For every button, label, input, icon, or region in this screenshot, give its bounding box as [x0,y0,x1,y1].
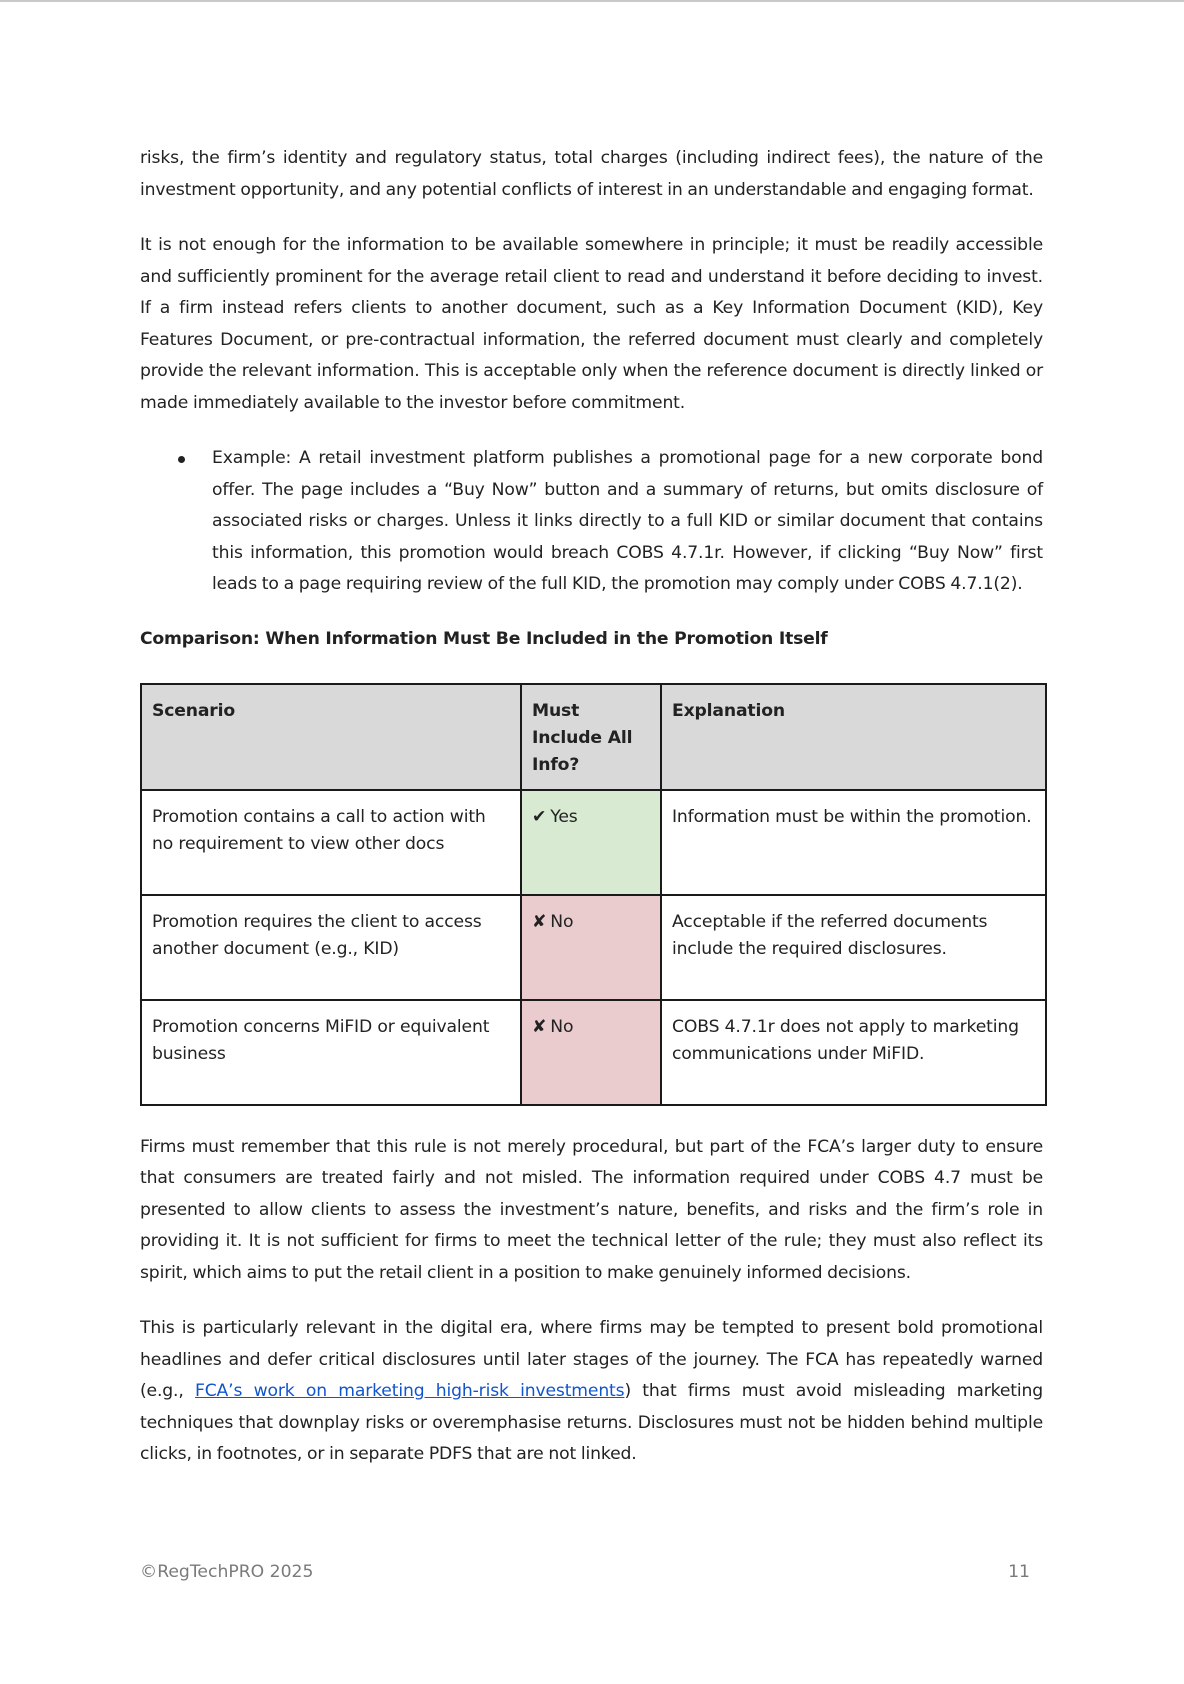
text-after-link: ) that firms must avoid misleading marketing techniques that downplay risks or overemphasise returns. Disclosures must not be hidden behind multiple clicks, in footnotes, or in separate PDFS that are not linked. [140,1381,1043,1464]
table-heading: Comparison: When Information Must Be Included in the Promotion Itself [140,628,828,649]
page-number: 11 [1008,1562,1030,1582]
page-content [140,143,1043,1471]
cell-scenario: Promotion concerns MiFID or equivalent business [141,1000,521,1105]
header-scenario: Scenario [141,684,521,790]
cross-icon: ✘ [532,911,547,932]
cell-value: No [550,1016,574,1037]
header-must-include: Must Include All Info? [521,684,661,790]
header-explanation: Explanation [661,684,1046,790]
table-header-row [141,684,1046,790]
fca-high-risk-link[interactable]: FCA’s work on marketing high-risk investments [194,1381,625,1401]
paragraph-digital-era [140,1313,1043,1471]
cell-scenario: Promotion requires the client to access another document (e.g., KID) [141,895,521,1000]
cell-explanation: COBS 4.7.1r does not apply to marketing communications under MiFID. [661,1000,1046,1105]
top-divider [0,0,1184,2]
table-row [141,895,1046,1000]
cell-scenario: Promotion contains a call to action with no requirement to view other docs [141,790,521,895]
cell-value: Yes [550,806,578,827]
example-list [140,443,1043,601]
paragraph-disclosure-list: risks, the firm’s identity and regulatory status, total charges (including indirect fees), the nature of the investment opportunity, and any potential conflicts of interest in an understandable and engaging format. [140,148,1043,200]
cell-must-include [521,1000,661,1105]
cross-icon: ✘ [532,1016,547,1037]
example-text: Example: A retail investment platform publishes a promotional page for a new corporate bond offer. The page includes a “Buy Now” button and a summary of returns, but omits disclosure of associated risks or charges. Unless it links directly to a full KID or similar document that contains this information, this promotion would breach COBS 4.7.1r. However, if clicking “Buy Now” first leads to a page requiring review of the full KID, the promotion may comply under COBS 4.7.1(2). [212,448,1043,594]
table-row [141,1000,1046,1105]
copyright-text: ©RegTechPRO 2025 [140,1562,314,1582]
list-item [140,443,1043,601]
bullet-icon [178,456,185,463]
paragraph-fca-duty: Firms must remember that this rule is not merely procedural, but part of the FCA’s larger duty to ensure that consumers are treated fairly and not misled. The information required under COBS 4.7 must be presented to allow clients to assess the investment’s nature, benefits, and risks and the firm’s role in providing it. It is not sufficient for firms to meet the technical letter of the rule; they must also reflect its spirit, which aims to put the retail client in a position to make genuinely informed decisions. [140,1136,1043,1283]
cell-explanation: Acceptable if the referred documents include the required disclosures. [661,895,1046,1000]
cell-value: No [550,911,574,932]
checkmark-icon: ✔ [532,806,547,827]
cell-must-include [521,895,661,1000]
cell-explanation: Information must be within the promotion. [661,790,1046,895]
comparison-table [140,683,1047,1106]
table-row [141,790,1046,895]
paragraph-accessibility: It is not enough for the information to be available somewhere in principle; it must be readily accessible and sufficiently prominent for the average retail client to read and understand it before deciding to invest. If a firm instead refers clients to another document, such as a Key Information Document (KID), Key Features Document, or pre-contractual information, the referred document must clearly and completely provide the relevant information. This is acceptable only when the reference document is directly linked or made immediately available to the investor before commitment. [140,235,1043,413]
text-before-link: This is particularly relevant in the digital era, where firms may be tempted to present bold promotional headlines and defer critical disclosures until later stages of the journey. The FCA has repeatedly warned (e.g., [140,1318,1043,1401]
cell-must-include [521,790,661,895]
page-footer [140,1562,1030,1582]
